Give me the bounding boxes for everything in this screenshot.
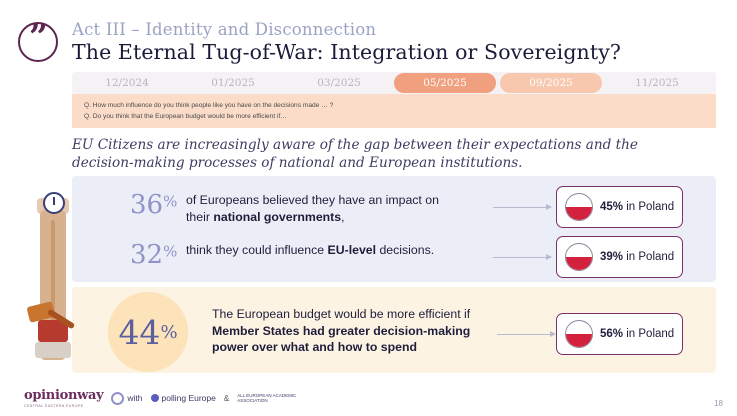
question-line-1: Q. How much influence do you think people like you have on the decisions made … ? (84, 102, 334, 109)
callout-text-1: 39% in Poland (600, 251, 675, 263)
stat-row (130, 242, 460, 268)
quote-glyph: ” (29, 17, 47, 56)
page-number: 18 (714, 399, 723, 408)
stat-percent-1: 32% (130, 240, 178, 270)
timeline-item-3[interactable]: 05/2025 (394, 73, 496, 93)
stat-text-0: of Europeans believed they have an impact on their national governments, (186, 193, 439, 224)
timeline-bar (72, 72, 716, 94)
question-band (72, 94, 716, 128)
logo-separator: & (223, 393, 230, 403)
timeline-item-0[interactable]: 12/2024 (105, 77, 149, 89)
timeline-item-5[interactable]: 11/2025 (635, 77, 679, 89)
stat-row (130, 192, 460, 225)
callout-text-0: 45% in Poland (600, 201, 675, 213)
stat-percent-0: 36% (130, 190, 178, 220)
lead-paragraph: EU Citizens are increasingly aware of the gap between their expectations and the decision-making processes of national and European institutions. (72, 137, 638, 171)
callout-card-1 (556, 236, 683, 278)
question-line-2: Q. Do you think that the European budget would be more efficient if… (84, 113, 287, 120)
dot-icon (151, 394, 159, 402)
poland-flag-icon (565, 193, 593, 221)
connector-arrow-1 (493, 257, 551, 258)
highlight-text: The European budget would be more efficient if Member States had greater decision-making power over what and how to spend (212, 307, 471, 354)
partner-logo-1: with (111, 392, 142, 405)
footer-logos (24, 388, 307, 408)
poland-flag-icon (565, 243, 593, 271)
opinionway-logo: opinionway CENTRAL EASTERN EUROPE (24, 388, 104, 408)
partner-logo-3: ALL EUROPEAN ACADEMIC ASSOCIATION (237, 393, 297, 403)
timeline-item-1[interactable]: 01/2025 (211, 77, 255, 89)
callout-text-2: 56% in Poland (600, 328, 675, 340)
ring-icon (111, 392, 124, 405)
timeline-item-4[interactable]: 09/2025 (500, 73, 602, 93)
callout-card-2 (556, 313, 683, 355)
stat-text-1: think they could influence EU-level decisions. (186, 243, 435, 257)
connector-arrow-2 (497, 334, 555, 335)
highlight-percent: 44 % (118, 312, 178, 352)
page-title: The Eternal Tug-of-War: Integration or Sovereignty? (72, 40, 621, 64)
connector-arrow-0 (493, 207, 551, 208)
thermometer-gauge-illustration (26, 192, 86, 382)
quote-mark-icon (18, 17, 58, 62)
callout-card-0 (556, 186, 683, 228)
act-label: Act III – Identity and Disconnection (72, 20, 377, 39)
poland-flag-icon (565, 320, 593, 348)
timeline-item-2[interactable]: 03/2025 (317, 77, 361, 89)
partner-logo-2: polling Europe (151, 393, 216, 403)
